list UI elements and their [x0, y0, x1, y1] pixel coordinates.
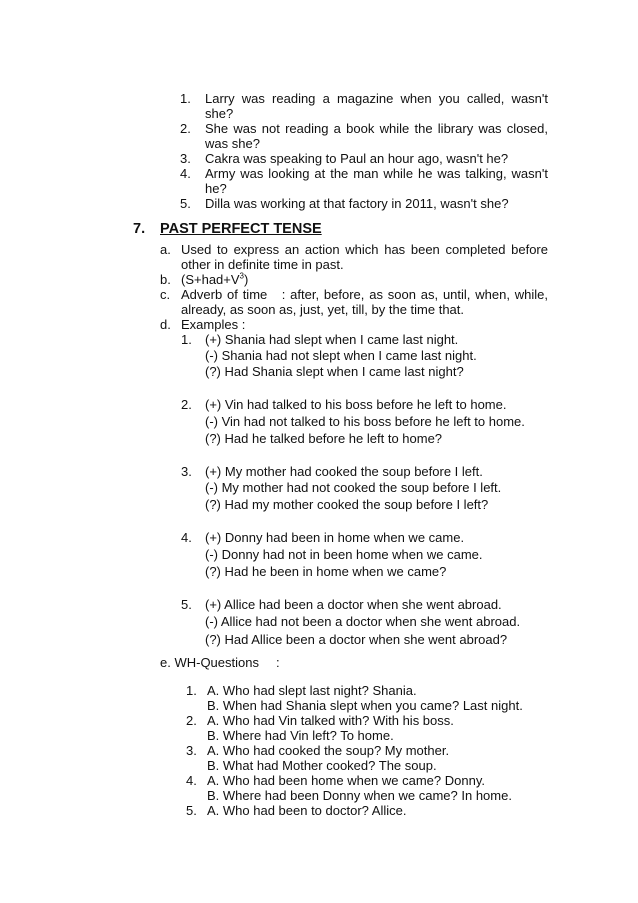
example-positive: (+) Vin had talked to his boss before he left to home. [205, 397, 507, 412]
point-a-text: Used to express an action which has been completed before [181, 242, 548, 257]
section-number: 7. [133, 221, 146, 237]
wh-item-number: 5. [186, 803, 197, 818]
section-title: PAST PERFECT TENSE [160, 221, 322, 237]
wh-question-b: B. Where had Vin left? To home. [207, 728, 394, 743]
list-item-text: Army was looking at the man while he was talking, wasn't [205, 166, 548, 181]
example-number: 2. [181, 397, 192, 412]
wh-question-a: A. Who had been home when we came? Donny. [207, 773, 485, 788]
point-label: c. [160, 287, 171, 302]
list-item-number: 1. [180, 91, 191, 106]
point-a-text-continued: other in definite time in past. [181, 257, 344, 272]
example-number: 4. [181, 530, 192, 545]
wh-question-b: B. Where had been Donny when we came? In home. [207, 788, 512, 803]
list-item-number: 2. [180, 121, 191, 136]
list-item-number: 4. [180, 166, 191, 181]
wh-item-number: 1. [186, 683, 197, 698]
list-item-text-continued: was she? [205, 136, 260, 151]
list-item-text: Larry was reading a magazine when you called, wasn't [205, 91, 548, 106]
wh-question-b: B. When had Shania slept when you came? Last night. [207, 698, 523, 713]
point-label: d. [160, 317, 171, 332]
example-question: (?) Had Shania slept when I came last night? [205, 364, 464, 379]
example-positive: (+) Allice had been a doctor when she went abroad. [205, 597, 502, 612]
list-item-number: 5. [180, 196, 191, 211]
example-question: (?) Had he been in home when we came? [205, 564, 447, 579]
example-number: 1. [181, 332, 192, 347]
example-positive: (+) Shania had slept when I came last night. [205, 332, 459, 347]
formula-text: $(S+had+V^3)$ [181, 271, 249, 287]
example-question: (?) Had Allice been a doctor when she went abroad? [205, 632, 508, 647]
example-positive: (+) Donny had been in home when we came. [205, 530, 465, 545]
point-label: b. [160, 272, 171, 287]
wh-item-number: 3. [186, 743, 197, 758]
example-negative: (-) Donny had not in been home when we came. [205, 547, 483, 562]
examples-heading: Examples : [181, 317, 246, 332]
wh-questions-heading: e. WH-Questions [160, 655, 259, 670]
example-question: (?) Had my mother cooked the soup before I left? [205, 497, 489, 512]
example-negative: (-) Vin had not talked to his boss before he left to home. [205, 414, 525, 429]
point-label: a. [160, 242, 171, 257]
example-number: 3. [181, 464, 192, 479]
list-item-text-continued: she? [205, 106, 234, 121]
wh-item-number: 4. [186, 773, 197, 788]
list-item-text-continued: he? [205, 181, 227, 196]
list-item-text: She was not reading a book while the library was closed, [205, 121, 548, 136]
wh-question-a: A. Who had been to doctor? Allice. [207, 803, 407, 818]
wh-question-a: A. Who had slept last night? Shania. [207, 683, 417, 698]
example-negative: (-) Allice had not been a doctor when she went abroad. [205, 614, 521, 629]
adverb-of-time-text-continued: already, as soon as, just, yet, till, by the time that. [181, 302, 465, 317]
wh-question-a: A. Who had cooked the soup? My mother. [207, 743, 450, 758]
list-item-text: Cakra was speaking to Paul an hour ago, wasn't he? [205, 151, 509, 166]
example-question: (?) Had he talked before he left to home? [205, 431, 443, 446]
example-negative: (-) Shania had not slept when I came last night. [205, 348, 477, 363]
example-positive: (+) My mother had cooked the soup before I left. [205, 464, 483, 479]
wh-questions-colon: : [276, 655, 280, 670]
example-number: 5. [181, 597, 192, 612]
wh-item-number: 2. [186, 713, 197, 728]
adverb-of-time-text: Adverb of time : after, before, as soon as, until, when, while, [181, 287, 548, 302]
wh-question-a: A. Who had Vin talked with? With his boss. [207, 713, 454, 728]
wh-question-b: B. What had Mother cooked? The soup. [207, 758, 437, 773]
example-negative: (-) My mother had not cooked the soup before I left. [205, 480, 502, 495]
list-item-text: Dilla was working at that factory in 2011, wasn't she? [205, 196, 509, 211]
list-item-number: 3. [180, 151, 191, 166]
